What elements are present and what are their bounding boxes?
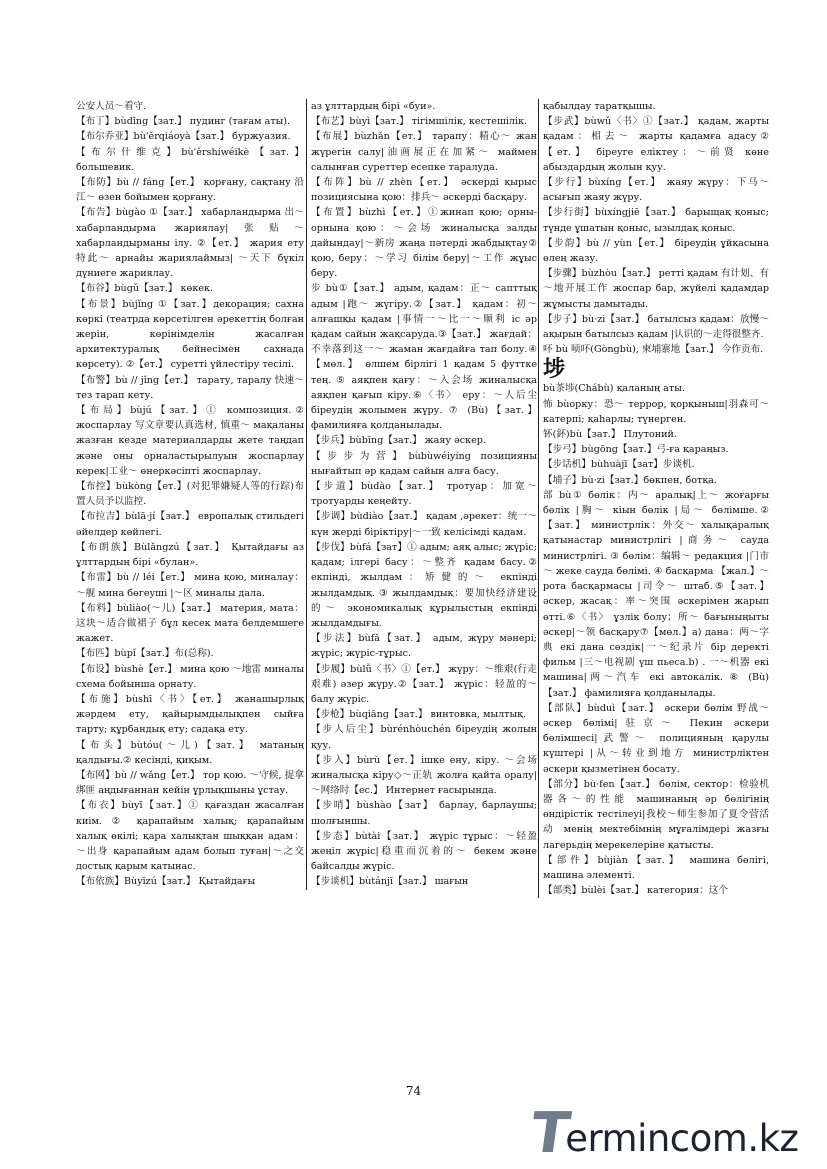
entry: 【布料】bùliào(～儿)【зат.】 материя, мата：这块～适合做裙子 бұл кесек мата белдемшеге жажет.: [76, 602, 304, 645]
entry: 【步武】bùwǔ〈书〉①【зат.】 қадам, жарты қадам：相去～ жарты қадамға адасу② 【ет.】 біреуге еліктеу：～前贤 көне абыздардың жолын қуу.: [543, 116, 769, 173]
entry: 【布尔什维克】bù'ěrshíwéikè【зат.】 большевик.: [76, 146, 304, 173]
entry: 【埔子】bù·zi【зат.】бөкпен, ботқа.: [543, 474, 717, 486]
entry: 【布阵】bù // zhèn【ет.】 әскерді қырыс позициясына қою：排兵～ әскерді басқару.: [311, 177, 537, 204]
entry: 【布局】bùjú【зат.】① композиция.② жоспарлау 写文章要认真选材, 慎重～ мақаланы жазған кезде материалдарды жете таңдап және оны орналастырылуын жоспарлау керек|工业～ өнеркәсіпті жоспарлау.: [76, 405, 304, 477]
entry: 【步调】bùdiào【зат.】 қадам ,әрекет：统一～ күн жерді біріктіру|～一致 келісімді қадам.: [311, 511, 537, 538]
entry: 【布网】bù // wǎng【ет.】 тор қою. ～守候, 捉拿绑匪 аңдығаннан кейін ұрлықшыны ұстау.: [76, 769, 304, 797]
entry: 【布尔乔亚】bù'ěrqiáoyà【зат.】 буржуазия.: [76, 131, 291, 143]
entry: 【步兵】bùbīng【зат.】 жаяу әскер.: [311, 435, 486, 447]
entry: 【步伐】bùfá【зат】① адым; аяқ алыс; жүріс; қадам; ілгері басу：～整齐 қадам басу.② екпінді, жылдам：矫健的～ екпінді жылдамдық. ③ жылдамдық：要加快经济建设的～ экономикалық құрылыстың екпінді жылдамдығы.: [311, 541, 537, 629]
entry: 【布艺】bùyì【зат.】 тігімшілік, кестешілік.: [311, 116, 528, 128]
entry: 【布衣】bùyī【зат.】① қағаздан жасалған киім. ② қарапайым халық; қарапайым халық өкілі; қара халықтан шыққан адам：～出身 қарапайым адам болып туған|～之交 достық қарым қатынас.: [76, 800, 304, 873]
entry: 【步弓】bùgōng【зат.】弓-ға қараңыз.: [543, 444, 729, 456]
entry: 部 bù① бөлік：内～ аралық|上～ жоғарғы бөлік |胸～ кіын бөлік |局～ бөлімше.②【зат.】 министрлік：外交～ халықаралық қатынастар министрлігі |商务～ сауда министрлігі. ③ бөлім：编辑～ редакция |门市～ жеке сауда бөлімі. ④ басқарма 【жал.】～ рота басқармасы |司令～ штаб.⑤【зат.】 әскер, жасақ：率～突围 әскерімен жарып өтті.⑥〈书〉 ұзлік болу；所～ бағыныңыты әскер|～领 басқару⑦【мөл.】а) дана：两～字典 екі дана сөздік|一～纪录片 бір деректі фильм |三～电视剧 үш пьеса.b) . 一～机器 екі машина|两～汽车 екі автокалік. ⑧ (Bù)【зат.】 фамилияға қолданылады.: [543, 489, 769, 699]
entry: 【步骤】bùzhòu【зат.】 ретті қадам 有计划、有～地开展工作 жоспар бар, жүйелі қадамдар жұмысты дамытады.: [543, 268, 769, 310]
entry: 【部件】bùjiàn【зат.】 машина бөлігі, машина элементі.: [543, 854, 769, 881]
entry: 【步行街】bùxíngjiē【зат.】 барыщақ қоныс; түнде ұшатын қоныс, ызылдақ қоныс.: [543, 207, 769, 234]
entry: 吥 bù 唝吥(Gòngbù), 柬埔寨地【зат.】 今作贡布.: [543, 344, 764, 356]
entry: 【步话机】bùhuàjī【зат】步谈机.: [543, 459, 695, 471]
entry: 【布依族】Bùyīzú【зат.】 Қытайдағы: [76, 876, 256, 888]
entry: 【部分】bù·fen【зат.】 бөлім, сектор：检验机器各～的性能 машинаның әр бөлігінің өндірістік тестілеуі|我校～师生参加了夏令营活动 менің мектебімнің мұғалімдері жазғы лагерьдің мерекелеріне қатысты.: [543, 778, 769, 851]
entry: 【步步为营】bùbùwéiyíng позицияны нығайтып әр қадам сайын алға басу.: [311, 450, 537, 477]
entry: 【步法】bùfǎ【зат.】 адым, жүру мәнері; жүріс; жүріс-тұрыс.: [311, 633, 537, 660]
dictionary-column-3: [538, 99, 769, 898]
headword-character: 埗: [543, 356, 566, 383]
page-number: 74: [405, 1084, 422, 1098]
entry: 【布设】bùshè【ет.】 мина қою ～地雷 миналы схема бойынша орнату.: [76, 663, 304, 690]
entry: 【布控】bùkòng【ет.】(对犯罪嫌疑人等的行踪)布置人员予以监控.: [76, 481, 304, 508]
entry: 【布警】bù // jǐng【ет.】 тарату, таралу 快速～ тез тарап кету.: [76, 374, 304, 401]
entry: 【布拉吉】bùlā·jí【зат.】 европалық стильдегі әйелдер көйлегі.: [76, 511, 304, 538]
dictionary-column-1: [76, 99, 304, 890]
entry: 【步哨】bùshào【зат】 барлау, барлаушы; шолғыншы.: [311, 800, 537, 827]
entry: 钚(鈈)bù【зат.】 Плутоний.: [543, 429, 677, 441]
entry: 【布告】bùgào ①【зат.】 хабарландырма 出～ хабарландырма жариялау|张贴～ хабарландырманы ілу. ②【ет.】 жария ету 特此～ арнайы жариялаймыз| ～天下 бүкіл дүниеге жариялау.: [76, 207, 304, 280]
entry: 步 bù①【зат.】 адым, қадам：正～ сапттық адым |跑～ жүгіру.②【зат.】 қадам：初～ алғашқы қадам |事情一～比一～顺利 іс әр қадам сайын жақсаруда.③【зат.】 жағдай：不幸落到这一～ жаман жағдайға тап болу.④【мөл.】 өлшем бірлігі 1 қадам 5 футтке тең. ⑤ аяқпен қағу：～入会场 жиналысқа аяқпен қағып кіру.⑥〈书〉 еру：～人后尘 біреудің жолымен жүру. ⑦ (Bù)【зат.】 фамилияға қолданылады.: [311, 283, 537, 432]
entry: 【步履】bùlǚ〈书〉①【ет.】 жүру：～维艰(行走艰难) әзер жүру.②【зат.】 жүріс：轻盈的～ балу жүріс.: [311, 663, 537, 705]
entry: 【步道】bùdào【зат.】 тротуар：加宽～ тротуарды кеңейту.: [311, 481, 537, 508]
entry: 【布朗族】Bùlǎngzú【зат.】 Қытайдағы аз ұлттардың бірі «булан».: [76, 541, 304, 569]
watermark-text: ermincom.kz: [565, 1117, 799, 1160]
entry: 【步谈机】bùtánjī【зат.】 шағын: [311, 876, 469, 888]
entry: bù茶埗(Chábù) қаланың аты.: [543, 383, 685, 395]
entry: 【步人后尘】bùrénhòuchén біреудің жолын қуу.: [311, 724, 537, 751]
entry: 【布景】bùjǐng ①【зат.】декорация; сахна көркі (театрда көрсетілген әрекеттің болған жерін, көрінімделін жасалған архитектуралық бейнесімен сахнада көрсету). ②【ет.】 суретті үйлестіру тесілі.: [76, 298, 304, 371]
entry: 【布匹】bùpǐ【зат.】布(总称).: [76, 648, 214, 660]
watermark-letter-t: T: [526, 1101, 574, 1166]
dictionary-column-2: [306, 99, 537, 890]
entry: 【步行】bùxíng【ет.】 жаяу жүру：下马～асығып жаяу жүру.: [543, 177, 769, 204]
entry: 【布雷】bù // léi【ет.】 мина қою, миналау：～舰 мина бөгеуші |～区 миналы дала.: [76, 572, 304, 599]
entry: 【布头】bùtóu(～儿)【зат.】 матаның қалдығы.② кесінді, қиқым.: [76, 739, 304, 766]
entry: 【部队】bùduì【зат.】 әскери бөлім 野战～ әскер бөлімі|驻京～ Пекин әскери бөлімшесі|武警～ полицияның қарулы күштері |从～转业到地方 министрліктен әскери қызметінен босату.: [543, 702, 769, 775]
entry: 【布丁】bùdīng【зат.】 пудинг (тағам аты).: [76, 116, 291, 128]
entry: 【步入】bùrù【ет.】ішке ену, кіру. ～会场 жиналысқа кіру◇～正轨 жолға қайта оралу|～网络时【ес.】 Интернет ғасырында.: [311, 754, 537, 797]
entry: 【布防】bù // fáng【ет.】 қорғану, сақтану 沿江～ өзен бойымен қорғану.: [76, 177, 304, 204]
entry: 【布施】bùshī〈书〉【ет.】 жанашырлық жәрдем ету, қайырымдылықпен сыйға тарту; құрбандық ету; садақа ету.: [76, 693, 304, 736]
entry: аз ұлттардың бірі «буи».: [311, 101, 436, 112]
entry: 【步枪】bùqiāng【зат.】 винтовка, мылтық.: [311, 709, 526, 721]
entry: 【部类】bùlèi【зат.】 категория：这个: [543, 885, 728, 897]
entry: 【步子】bù·zi【зат.】 батылсыз қадам：放慢～ақырын батылсыз қадам |认识的～走得很整齐.: [543, 313, 769, 341]
entry: 【布谷】bùgǔ【зат.】 көкек.: [76, 283, 214, 295]
entry: 【步韵】bù // yùn【ет.】 біреудің ұйқасына өлең жазу.: [543, 237, 769, 265]
entry: 【布展】bùzhǎn【ет.】 тарапу：精心～ жан жүрегін салу|油画展正在加紧～ маймен салынған суреттер есепке таралуда.: [311, 131, 537, 173]
entry: 【步态】bùtài【зат.】 жүріс тұрыс：～轻盈 жеңіл жүріс|稳重而沉着的～ бекем және байсалды жүріс.: [311, 830, 537, 873]
entry: қабылдау таратқышы.: [543, 101, 656, 112]
entry: 【布置】bùzhì【ет.】①жинап қою; орны-орнына қою：～会场 жиналысқа залды дайындау|～新房 жаңа пәтерді жабдықтау② қою, беру：～学习 білім беру|～工作 жұыс беру.: [311, 207, 537, 280]
termincom-watermark: [526, 1101, 821, 1166]
entry: 怖 bùорку：恐～ террор, қорқыныш|羽森可～катерпі; қаһарлы; түнерген.: [543, 398, 769, 425]
entry: 公安人员～看守.: [76, 101, 147, 112]
